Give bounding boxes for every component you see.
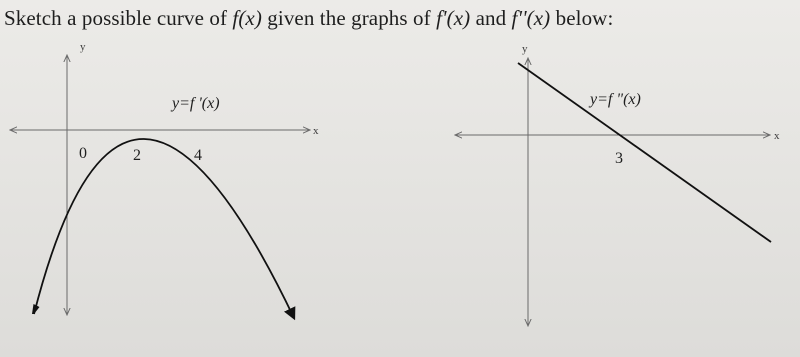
f-prime: f'(x): [436, 6, 471, 30]
prompt-text-middle: given the graphs of: [261, 6, 437, 30]
f-double-prime-line: [518, 63, 771, 242]
f-prime-curve: [34, 139, 294, 318]
graph-f-prime: [10, 41, 319, 318]
y-axis-letter: y: [522, 43, 528, 55]
f-prime-curve-left-arrow: [32, 304, 40, 314]
f-double-prime: f''(x): [511, 6, 551, 30]
y-axis-letter: y: [80, 41, 86, 53]
tick-label-0: 0: [79, 145, 87, 162]
prompt-text-end: below:: [550, 6, 614, 30]
curve-label: y=f '(x): [172, 95, 220, 112]
tick-label-2: 2: [133, 147, 141, 164]
f-of-x: f(x): [232, 6, 262, 30]
tick-label-3: 3: [615, 150, 623, 167]
prompt-text-and: and: [470, 6, 512, 30]
curve-label: y=f "(x): [590, 91, 641, 108]
x-axis-letter: x: [774, 130, 780, 142]
graph-f-double-prime: [455, 43, 780, 326]
tick-label-4: 4: [194, 147, 202, 164]
x-axis-letter: x: [313, 125, 319, 137]
prompt-text-start: Sketch a possible curve of: [4, 6, 233, 30]
